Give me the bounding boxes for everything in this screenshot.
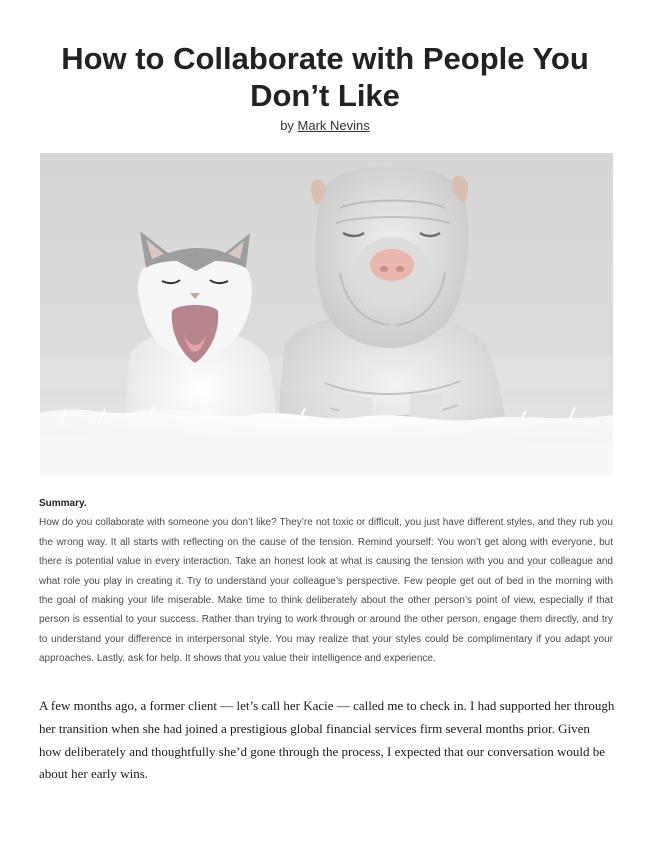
summary-section: [39, 494, 613, 669]
summary-heading: Summary.: [39, 498, 87, 509]
article-title: How to Collaborate with People You Don’t Like: [61, 41, 589, 113]
cat-and-dog-photo: [40, 153, 613, 476]
byline: [0, 118, 650, 133]
summary-text: How do you collaborate with someone you don’t like? They’re not toxic or difficult, you just have different styles, and they rub you the wrong way. It all starts with reflecting on the cause of the tension. Remind yourself: You won’t get along with everyone, but there is potential value in every interaction. Take an honest look at what is causing the tension with you and your colleague and what role you play in creating it. Try to understand your colleague’s perspective. Few people get out of bed in the morning with the goal of making your life miserable. Make time to think deliberately about the other person’s point of view, especially if that person is essential to your success. Rather than trying to work through or around the other person, engage them directly, and try to understand your difference in interpersonal style. You may realize that your styles could be complimentary if you adapt your approaches. Lastly, ask for help. It shows that you value their intelligence and experience.: [39, 517, 613, 665]
article-photo: [40, 153, 613, 476]
dog-nose: [370, 249, 414, 281]
author-link[interactable]: Mark Nevins: [297, 118, 370, 133]
body-paragraph: A few months ago, a former client — let’s call her Kacie — called me to check in. I had supported her through her transition when she had joined a prestigious global financial services firm several months prior. Given how deliberately and thoughtfully she’d gone through the process, I expected that our conversation would be about her early wins.: [39, 698, 615, 782]
byline-prefix: by: [280, 118, 298, 133]
